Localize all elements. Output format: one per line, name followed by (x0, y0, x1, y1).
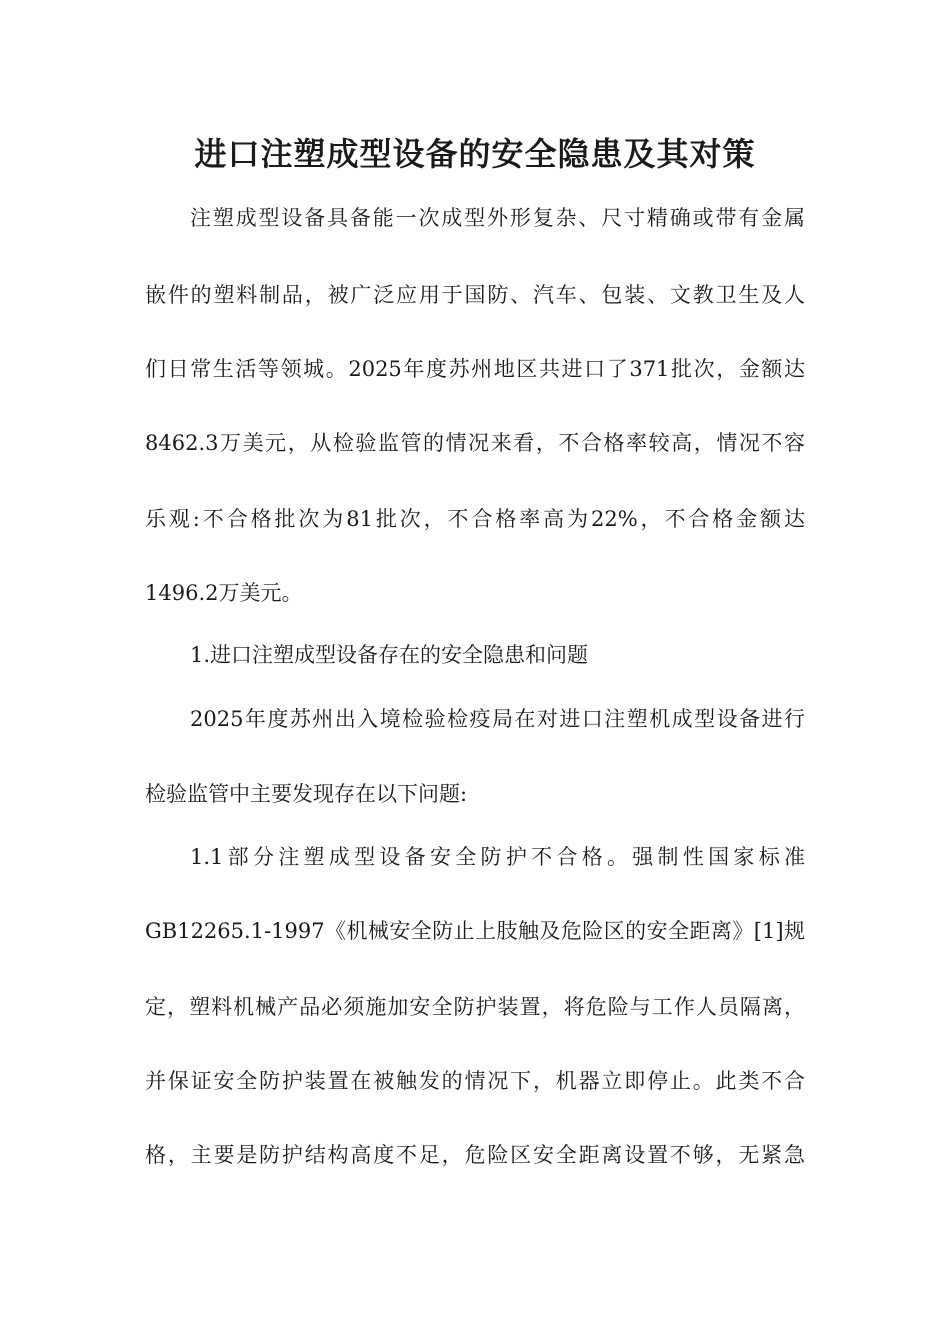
paragraph-line: 定，塑料机械产品必须施加安全防护装置，将危险与工作人员隔离， (145, 995, 805, 1019)
paragraph-line: 8462.3万美元，从检验监管的情况来看，不合格率较高，情况不容 (145, 431, 805, 455)
paragraph-line: 注塑成型设备具备能一次成型外形复杂、尺寸精确或带有金属 (190, 206, 805, 230)
paragraph-line: 1.1部分注塑成型设备安全防护不合格。强制性国家标准 (190, 845, 805, 869)
paragraph-line: 1496.2万美元。 (145, 581, 303, 605)
section-heading: 1.进口注塑成型设备存在的安全隐患和问题 (190, 643, 589, 667)
paragraph-line: 乐观:不合格批次为81批次，不合格率高为22%，不合格金额达 (145, 507, 805, 531)
paragraph-line: 并保证安全防护装置在被触发的情况下，机器立即停止。此类不合 (145, 1069, 805, 1093)
paragraph-line: 嵌件的塑料制品，被广泛应用于国防、汽车、包装、文教卫生及人 (145, 283, 805, 307)
paragraph-line: GB12265.1-1997《机械安全防止上肢触及危险区的安全距离》[1]规 (145, 919, 805, 943)
paragraph-line: 格，主要是防护结构高度不足，危险区安全距离设置不够，无紧急 (145, 1143, 805, 1167)
paragraph-line: 们日常生活等领城。2025年度苏州地区共进口了371批次，金额达 (145, 357, 805, 381)
paragraph-line: 2025年度苏州出入境检验检疫局在对进口注塑机成型设备进行 (190, 707, 805, 731)
document-title: 进口注塑成型设备的安全隐患及其对策 (194, 135, 756, 173)
paragraph-line: 检验监管中主要发现存在以下问题: (145, 782, 468, 806)
